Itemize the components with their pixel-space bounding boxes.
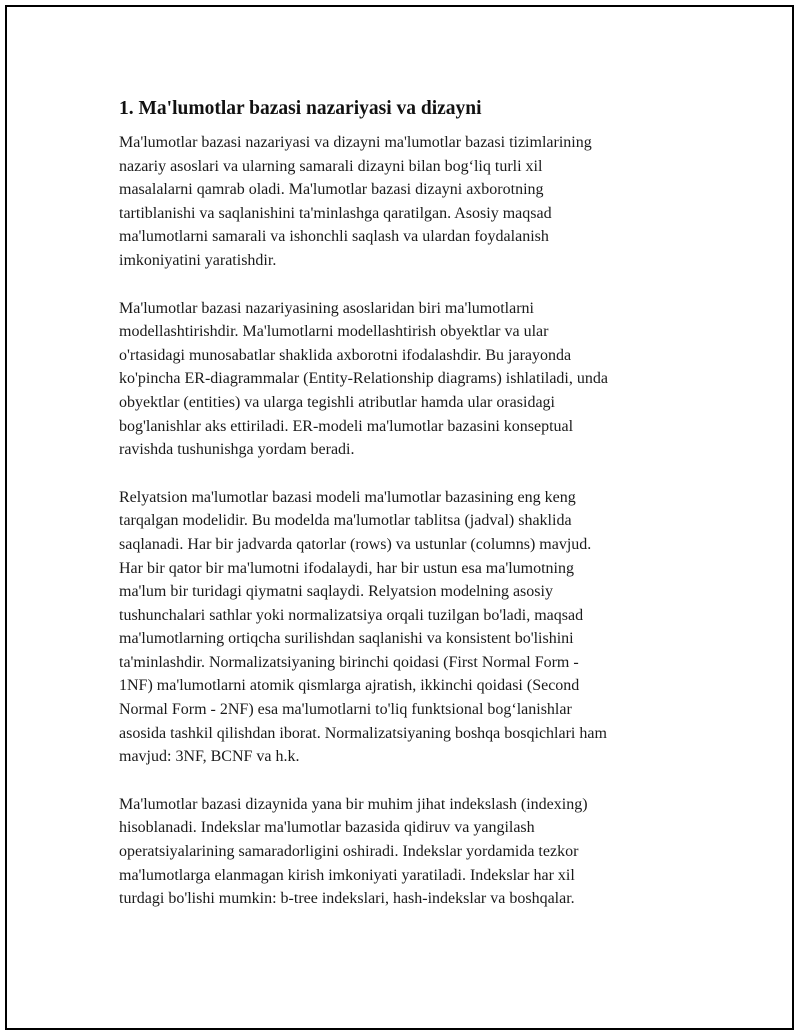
text-line: turdagi bo'lishi mumkin: b-tree indekslari, hash-indekslar va boshqalar.	[119, 890, 575, 908]
text-line: obyektlar (entities) va ularga tegishli atributlar hamda ular orasidagi	[119, 393, 555, 411]
text-line: bog'lanishlar aks ettiriladi. ER-modeli ma'lumotlar bazasini konseptual	[119, 417, 574, 435]
page-frame	[5, 5, 794, 1030]
text-line: Ma'lumotlar bazasi dizaynida yana bir muhim jihat indekslash (indexing)	[119, 795, 588, 813]
text-line: asosida tashkil qilishdan iborat. Normalizatsiyaning boshqa bosqichlari ham	[119, 724, 607, 742]
section-heading: 1. Ma'lumotlar bazasi nazariyasi va dizayni	[119, 98, 482, 119]
text-line: tushunchalari sathlar yoki normalizatsiya orqali tuzilgan bo'ladi, maqsad	[119, 606, 584, 624]
text-line: saqlanadi. Har bir jadvarda qatorlar (rows) va ustunlar (columns) mavjud.	[119, 535, 592, 553]
text-line: tarqalgan modelidir. Bu modelda ma'lumotlar tablitsa (jadval) shaklida	[119, 512, 572, 530]
text-line: Har bir qator bir ma'lumotni ifodalaydi, har bir ustun esa ma'lumotning	[119, 559, 574, 577]
text-line: masalalarni qamrab oladi. Ma'lumotlar bazasi dizayni axborotning	[119, 181, 544, 199]
paragraph-indexing	[119, 793, 699, 911]
paragraph-relational	[119, 486, 699, 769]
document-body	[119, 97, 699, 935]
text-line: Relyatsion ma'lumotlar bazasi modeli ma'lumotlar bazasining eng keng	[119, 488, 576, 506]
paragraph-modelling	[119, 297, 699, 462]
text-line: mavjud: 3NF, BCNF va h.k.	[119, 748, 300, 766]
text-line: operatsiyalarining samaradorligini oshiradi. Indekslar yordamida tezkor	[119, 843, 579, 861]
text-line: o'rtasidagi munosabatlar shaklida axborotni ifodalashdir. Bu jarayonda	[119, 346, 572, 364]
text-line: ravishda tushunishga yordam beradi.	[119, 441, 355, 459]
text-line: ma'lumotlarni samarali va ishonchli saqlash va ulardan foydalanish	[119, 228, 549, 246]
text-line: ma'lumotlarning ortiqcha surilishdan saqlanishi va konsistent bo'lishini	[119, 630, 574, 648]
text-line: ko'pincha ER-diagrammalar (Entity-Relationship diagrams) ishlatiladi, unda	[119, 370, 608, 388]
paragraph-intro	[119, 131, 699, 273]
text-line: ma'lum bir turidagi qiymatni saqlaydi. Relyatsion modelning asosiy	[119, 583, 553, 601]
text-line: Ma'lumotlar bazasi nazariyasining asoslaridan biri ma'lumotlarni	[119, 299, 534, 317]
text-line: tartiblanishi va saqlanishini ta'minlashga qaratilgan. Asosiy maqsad	[119, 204, 552, 222]
text-line: Ma'lumotlar bazasi nazariyasi va dizayni ma'lumotlar bazasi tizimlarining	[119, 134, 592, 151]
text-line: hisoblanadi. Indekslar ma'lumotlar bazasida qidiruv va yangilash	[119, 819, 535, 837]
text-line: imkoniyatini yaratishdir.	[119, 251, 277, 269]
text-line: ta'minlashdir. Normalizatsiyaning birinchi qoidasi (First Normal Form -	[119, 653, 579, 671]
text-line: modellashtirishdir. Ma'lumotlarni modellashtirish obyektlar va ular	[119, 323, 549, 341]
text-line: 1NF) ma'lumotlarni atomik qismlarga ajratish, ikkinchi qoidasi (Second	[119, 677, 580, 695]
text-line: ma'lumotlarga elanmagan kirish imkoniyati yaratiladi. Indekslar har xil	[119, 866, 575, 884]
text-line: nazariy asoslari va ularning samarali dizayni bilan bog‘liq turli xil	[119, 157, 543, 175]
text-line: Normal Form - 2NF) esa ma'lumotlarni to'liq funktsional bog‘lanishlar	[119, 701, 572, 719]
